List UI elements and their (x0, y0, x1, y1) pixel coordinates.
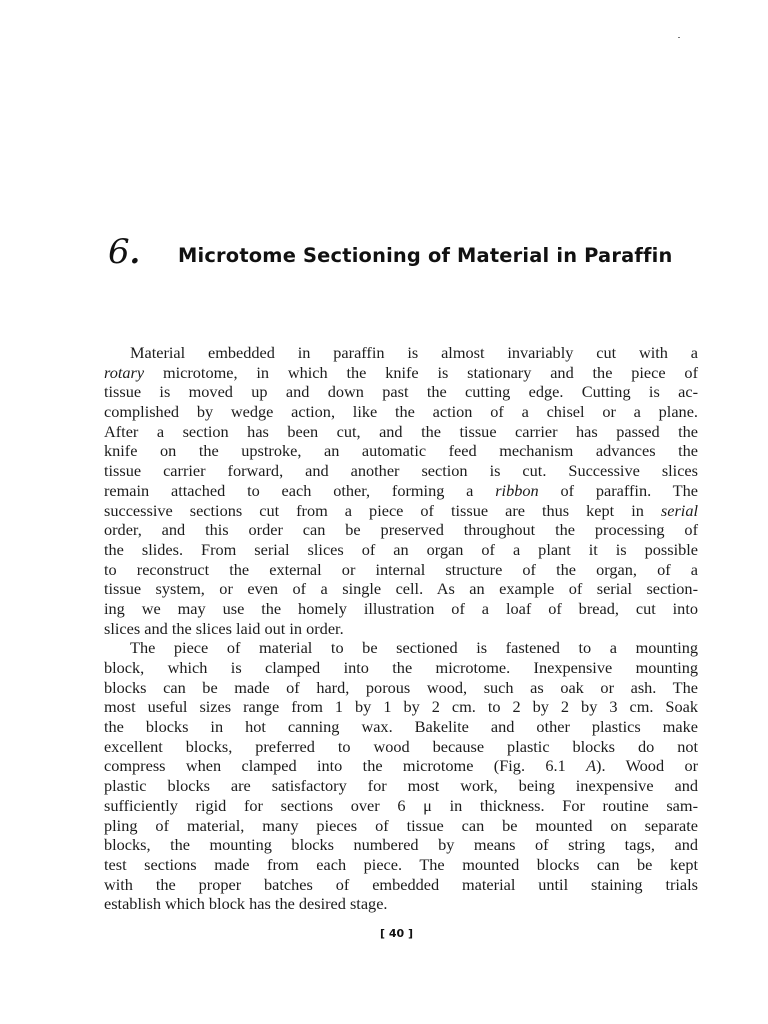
paragraph-line: complished by wedge action, like the action of a chisel or a plane. (104, 402, 698, 422)
paragraph-line: tissue carrier forward, and another section is cut. Successive slices (104, 461, 698, 481)
paragraph-line: After a section has been cut, and the tissue carrier has passed the (104, 421, 698, 441)
scan-speck (678, 37, 680, 38)
chapter-heading (108, 232, 728, 280)
paragraph-line: plastic blocks are satisfactory for most work, being inexpensive and (104, 776, 698, 796)
paragraph-line: establish which block has the desired stage. (104, 894, 388, 914)
paragraph-line: the blocks in hot canning wax. Bakelite and other plastics make (104, 717, 698, 737)
paragraph-line: excellent blocks, preferred to wood because plastic blocks do not (104, 736, 698, 756)
chapter-title: Microtome Sectioning of Material in Paraffin (178, 244, 673, 267)
paragraph-line: ing we may use the homely illustration of a loaf of bread, cut into (104, 598, 698, 618)
paragraph-line: to reconstruct the external or internal structure of the organ, of a (104, 559, 698, 579)
paragraph-line: Material embedded in paraffin is almost invariably cut with a (130, 343, 698, 362)
paragraph-line: pling of material, many pieces of tissue can be mounted on separate (104, 815, 698, 835)
paragraph-line: test sections made from each piece. The mounted blocks can be kept (104, 854, 698, 874)
paragraph-line: knife on the upstroke, an automatic feed mechanism advances the (104, 441, 698, 461)
chapter-number: 6. (108, 232, 141, 272)
paragraph-line: compress when clamped into the microtome (Fig. 6.1 A). Wood or (104, 756, 699, 776)
paragraph-line: successive sections cut from a piece of tissue are thus kept in serial (104, 500, 698, 520)
paragraph-line: slices and the slices laid out in order. (104, 618, 344, 638)
paragraph-line: remain attached to each other, forming a ribbon of paraffin. The (104, 480, 698, 500)
paragraph-line: most useful sizes range from 1 by 1 by 2 cm. to 2 by 2 by 3 cm. Soak (104, 697, 698, 717)
paragraph-line: rotary microtome, in which the knife is stationary and the piece of (104, 362, 698, 382)
paragraph-line: the slides. From serial slices of an organ of a plant it is possible (104, 539, 698, 559)
paragraph-line: tissue is moved up and down past the cutting edge. Cutting is ac- (104, 382, 698, 402)
paragraph-line: sufficiently rigid for sections over 6 μ in thickness. For routine sam- (104, 795, 698, 815)
body-text (104, 343, 698, 914)
paragraph-line: order, and this order can be preserved throughout the processing of (104, 520, 698, 540)
paragraph-line: tissue system, or even of a single cell. As an example of serial section- (104, 579, 698, 599)
paragraph-line: block, which is clamped into the microtome. Inexpensive mounting (104, 658, 698, 677)
paragraph-line: with the proper batches of embedded material until staining trials (104, 874, 698, 894)
paragraph-line: blocks, the mounting blocks numbered by means of string tags, and (104, 835, 698, 855)
paragraph-line: blocks can be made of hard, porous wood, such as oak or ash. The (104, 677, 698, 697)
paragraph-line: The piece of material to be sectioned is fastened to a mounting (130, 638, 698, 658)
page-number: [ 40 ] (380, 927, 414, 940)
